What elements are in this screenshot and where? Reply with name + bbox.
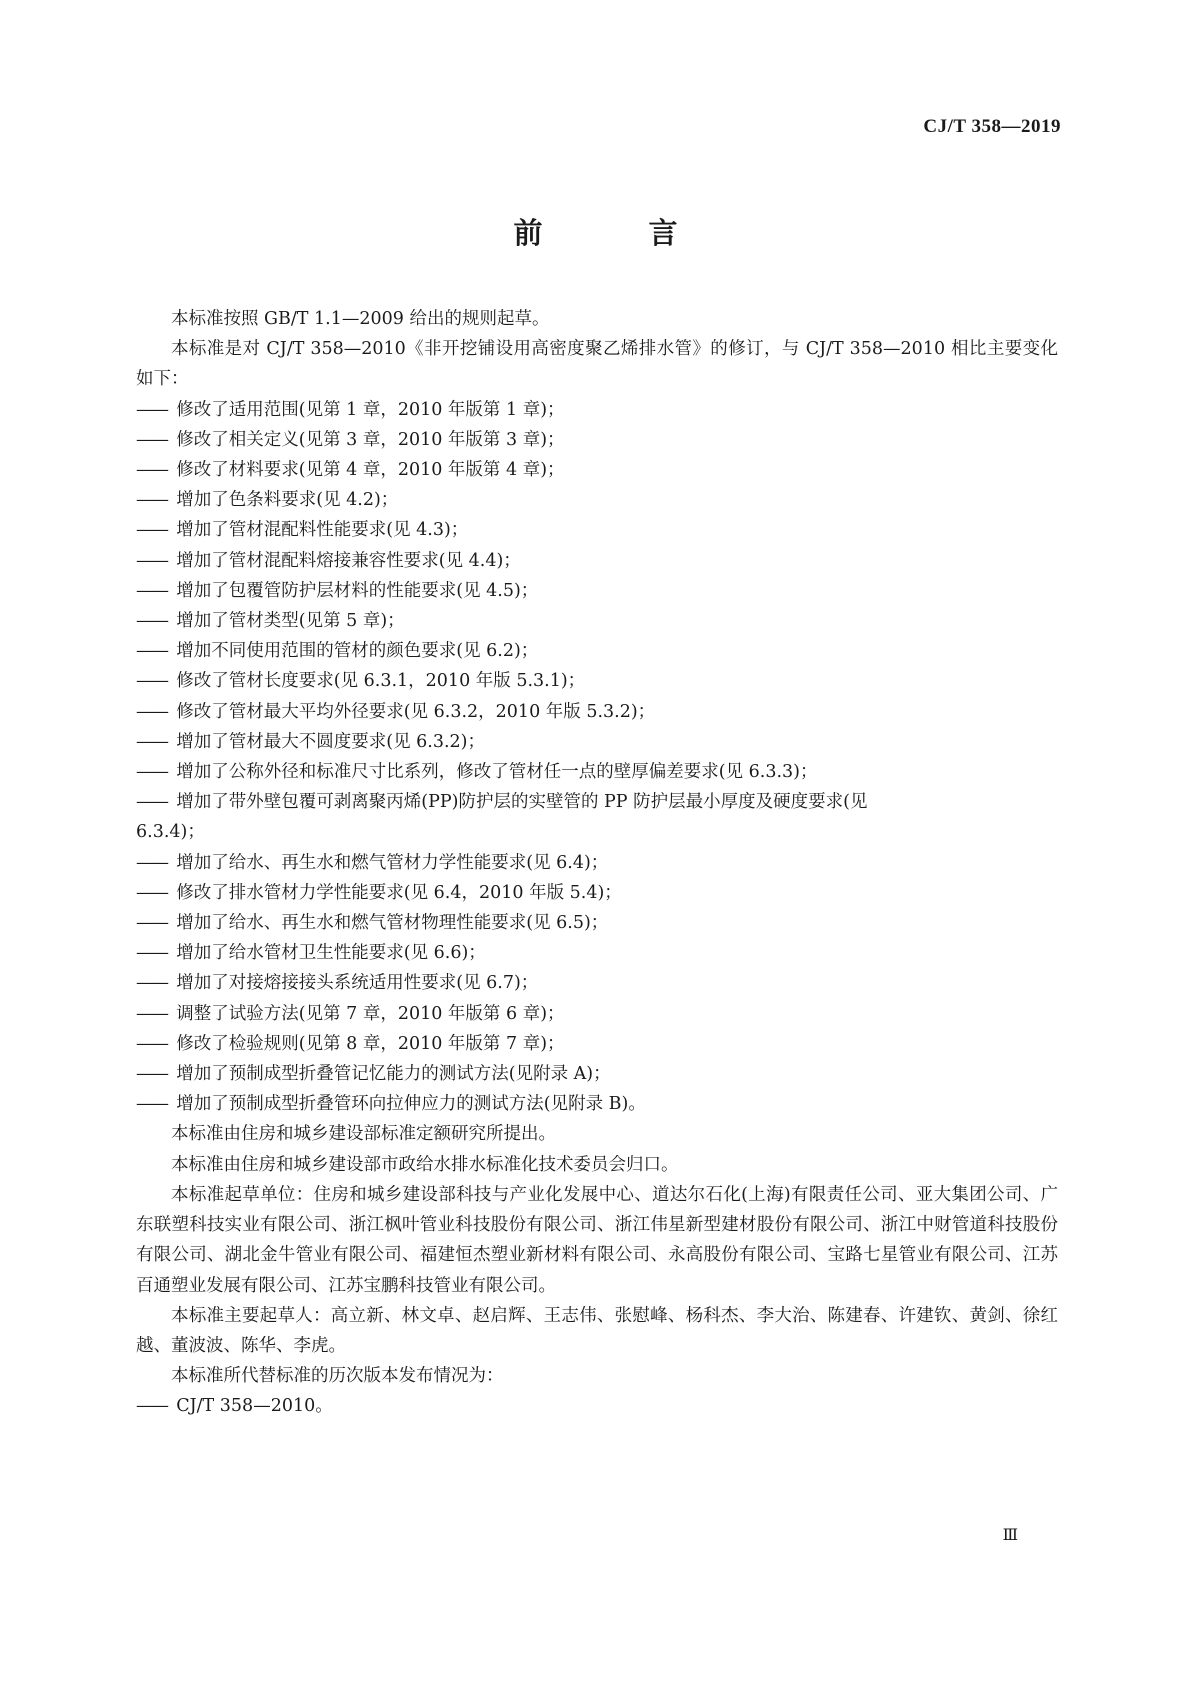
list-item: —— 修改了管材长度要求(见 6.3.1，2010 年版 5.3.1)； bbox=[136, 671, 586, 692]
paragraph: 本标准是对 CJ/T 358—2010《非开挖铺设用高密度聚乙烯排水管》的修订，与 CJ/T 358—2010 相比主要变化如下： bbox=[136, 339, 1058, 390]
paragraph: 本标准主要起草人：高立新、林文卓、赵启辉、王志伟、张慰峰、杨科杰、李大治、陈建春、许建钦、黄剑、徐红越、董波波、陈华、李虎。 bbox=[136, 1305, 1058, 1356]
list-item-continuation: 6.3.4)； bbox=[136, 822, 205, 843]
list-item: —— 增加了色条料要求(见 4.2)； bbox=[136, 490, 399, 511]
paragraph: 本标准按照 GB/T 1.1—2009 给出的规则起草。 bbox=[171, 309, 550, 329]
paragraph: 本标准所代替标准的历次版本发布情况为： bbox=[171, 1366, 504, 1387]
paragraph: 本标准起草单位：住房和城乡建设部科技与产业化发展中心、道达尔石化(上海)有限责任公司、亚大集团公司、广东联塑科技实业有限公司、浙江枫叶管业科技股份有限公司、浙江伟星新型建材股份有限公司、浙江中财管道科技股份有限公司、湖北金牛管业有限公司、福建恒杰塑业新材料有限公司、永高股份有限公司、宝路七星管业有限公司、江苏百通塑业发展有限公司、江苏宝鹏科技管业有限公司。 bbox=[136, 1184, 1058, 1296]
list-item: —— 修改了相关定义(见第 3 章，2010 年版第 3 章)； bbox=[136, 429, 565, 450]
list-item: —— 修改了材料要求(见第 4 章，2010 年版第 4 章)； bbox=[136, 460, 565, 481]
paragraph: 本标准由住房和城乡建设部市政给水排水标准化技术委员会归口。 bbox=[171, 1154, 679, 1175]
list-item: —— CJ/T 358—2010。 bbox=[136, 1396, 333, 1417]
list-item: —— 增加了管材混配料熔接兼容性要求(见 4.4)； bbox=[136, 550, 521, 571]
list-item: —— 增加了给水、再生水和燃气管材力学性能要求(见 6.4)； bbox=[136, 852, 609, 873]
list-item: —— 修改了管材最大平均外径要求(见 6.3.2，2010 年版 5.3.2)； bbox=[136, 701, 656, 722]
list-item: —— 修改了适用范围(见第 1 章，2010 年版第 1 章)； bbox=[136, 399, 565, 420]
list-item: —— 修改了排水管材力学性能要求(见 6.4，2010 年版 5.4)； bbox=[136, 882, 622, 903]
list-item: —— 增加了带外壁包覆可剥离聚丙烯(PP)防护层的实壁管的 PP 防护层最小厚度及硬度要求(见 bbox=[136, 792, 868, 813]
standard-code: CJ/T 358—2019 bbox=[923, 116, 1061, 137]
list-item: —— 增加了给水、再生水和燃气管材物理性能要求(见 6.5)； bbox=[136, 913, 609, 934]
list-item: —— 修改了检验规则(见第 8 章，2010 年版第 7 章)； bbox=[136, 1033, 565, 1054]
list-item: —— 增加了对接熔接接头系统适用性要求(见 6.7)； bbox=[136, 973, 539, 994]
list-item: —— 增加了公称外径和标准尺寸比系列，修改了管材任一点的壁厚偏差要求(见 6.3.3)； bbox=[136, 762, 818, 783]
list-item: —— 增加了包覆管防护层材料的性能要求(见 4.5)； bbox=[136, 580, 539, 601]
paragraph: 本标准由住房和城乡建设部标准定额研究所提出。 bbox=[171, 1124, 556, 1145]
list-item: —— 增加了管材最大不圆度要求(见 6.3.2)； bbox=[136, 731, 485, 752]
list-item: —— 增加不同使用范围的管材的颜色要求(见 6.2)； bbox=[136, 641, 539, 662]
list-item: —— 调整了试验方法(见第 7 章，2010 年版第 6 章)； bbox=[136, 1003, 565, 1024]
list-item: —— 增加了预制成型折叠管记忆能力的测试方法(见附录 A)； bbox=[136, 1064, 611, 1085]
foreword-body bbox=[136, 304, 1058, 1422]
list-item: —— 增加了管材类型(见第 5 章)； bbox=[136, 611, 405, 632]
list-item: —— 增加了预制成型折叠管环向拉伸应力的测试方法(见附录 B)。 bbox=[136, 1094, 646, 1115]
list-item: —— 增加了给水管材卫生性能要求(见 6.6)； bbox=[136, 943, 486, 964]
list-item: —— 增加了管材混配料性能要求(见 4.3)； bbox=[136, 520, 469, 541]
page-title: 前 言 bbox=[513, 216, 726, 250]
page-number: Ⅲ bbox=[1002, 1527, 1018, 1544]
